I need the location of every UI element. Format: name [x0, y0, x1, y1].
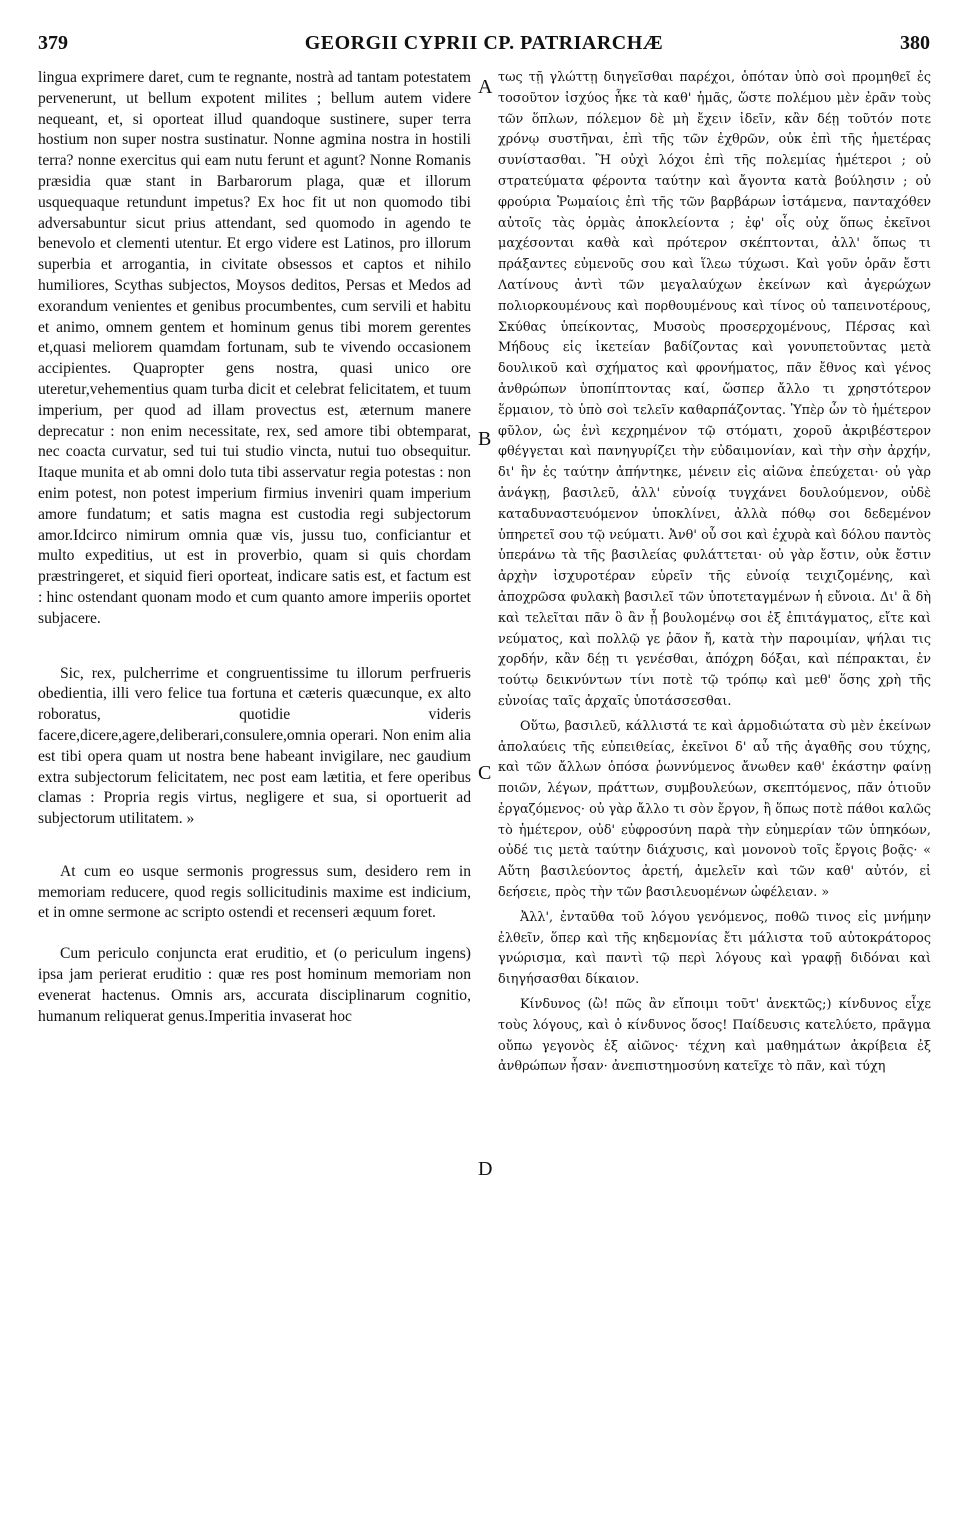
section-marker-b: B — [478, 428, 492, 450]
section-marker-a: A — [478, 76, 493, 98]
greek-paragraph-3: Ἀλλ', ἐνταῦθα τοῦ λόγου γενόμενος, ποθῶ τινος εἰς μνήμην ἐλθεῖν, ὅπερ καὶ τῆς κηδεμονίας ἔτι μάλιστα τοῦ αὐτοκράτορος γνώρισμα, καὶ παντὶ τῷ περὶ λόγους καὶ γραφῇ διδόναι καὶ διηγήσασθαι δίκαιον. — [498, 909, 931, 988]
greek-paragraph-4: Κίνδυνος (ὢ! πῶς ἂν εἴποιμι τοῦτ' ἀνεκτῶς;) κίνδυνος εἶχε τοὺς λόγους, καὶ ὁ κίνδυνος ὅσος! Παίδευσις κατελύετο, πρᾶγμα οὔπω γεγονὸς ἐξ αἰῶνος· τέχνη καὶ μαθημάτων ἀκρίβεια ἐξ ἀνθρώπων ἦσαν· ἀνεπιστημοσύνη κατεῖχε τὸ πᾶν, καὶ τύχη — [498, 997, 931, 1075]
running-title: GEORGII CYPRII CP. PATRIARCHÆ — [304, 32, 664, 54]
page-number-right: 380 — [900, 32, 930, 54]
latin-paragraph-1: lingua exprimere daret, cum te regnante, nostrà ad tantam potestatem pervenerunt, ut bellum expotent milites ; bellum autem videre nequeant, et, si oporteat illud quandoque sustinere, super terra hostium non super nostra sustinatur. Nonne agmina nostra in hostili terra? nonne exercitus qui eam nutu ferunt et agunt? Nonne Romanis præsidia quæ stant in Barbarorum plaga, quæ et illorum usquequaque retundunt impetus? Ex hoc fit ut non quomodo tibi adversabuntur sicut prius attendant, sed quomodo in agendo te benevolo et clementi utentur. Et ergo videre est Latinos, pro illorum superbia et arrogantia, in civitate obsessos et captos et nihilo humiliores, Scythas subjectos, Moysos deditos, Persas et Medos ad exorandum venientes et genibus procumbentes, cum servili et habitu et animo, omnem gentem et hominum genus tibi morem gerentes et,quasi meliorem quamdam fortunam, sub te vivendo occasionem accipientes. Quapropter gens nostra, quasi unico ore uteretur,vehementius quam turba dicit et celebrat felicitatem, et tuum imperium, per quod ad illam provectus est, æternum manere deprecatur : non enim necessitate, rex, sed amore tibi obtemparat, nec coacta curvatur, sed tui tui studio vincta, nutui tuo obsequitur. Itaque munita et ab omni dolo tuta tibi asservatur regia potestas : non enim potest, non potest imperium firmius inveniri quam imperium amore fundatum; et satis magna est custodia regi subjectorum amor.Idcirco nimirum omnia quæ vis, jussu tuo, conficiantur et multo expeditius, ut est in proverbio, quam si quis chordam præstringeret, et siquid fieri oporteat, indicare satis est, et factum est : hinc ostendant quonam modo et cum quanto amore imperiis oportet subjacere. — [38, 69, 471, 627]
latin-paragraph-3: At cum eo usque sermonis progressus sum, desidero rem in memoriam reducere, quod regis sollicitudinis maxime est indicium, et in omne sermone ac scripto ostendi et recenseri æquum foret. — [38, 862, 471, 922]
greek-paragraph-2: Οὕτω, βασιλεῦ, κάλλιστά τε καὶ ἁρμοδιώτατα σὺ μὲν ἐκείνων ἀπολαύεις τῆς εὐπειθείας, ἐκεῖνοι δ' αὖ τῆς ἀγαθῆς σου τύχης, καὶ τῶν ἄλλων ὁπόσα ῥωννύμενος ἄνωθεν καθ' ἑκάστην φαίνῃ ποιῶν, λέγων, πράττων, συμβουλεύων, σκεπτόμενος, πᾶν ὁτιοῦν ἐργαζόμενος· οὐ γὰρ ἄλλο τι σὸν ἔργον, ἢ ὅπως ποτὲ πάθοι καλῶς τὸ ἡμέτερον, οὐδ' εὐφροσύνη παρὰ τὴν εὐημερίαν τῶν ὑπηκόων, οὐδέ τις μετὰ ταύτην διάχυσις, καὶ μονονοὺ τοῖς ἔργοις βοᾷς· « Αὕτη βασιλεύοντος ἀρετή, ἀμελεῖν καὶ τῶν καθ' αὐτόν, εἰ δεήσειε, πρὸς τὴν τῶν βασιλευομένων ὠφέλειαν. » — [498, 718, 931, 901]
greek-paragraph-1: τως τῇ γλώττῃ διηγεῖσθαι παρέχοι, ὁπόταν ὑπὸ σοὶ προμηθεῖ ἐς τοσοῦτον ἰσχύος ἧκε τὰ καθ' ἡμᾶς, ὥστε πολέμου μὲν ἐρᾶν τοὺς τῶν ὅπλων, πόλεμον δὲ μὴ ἔχειν ἰδεῖν, κἂν δέῃ τοῦτόν ποτε χρόνῳ συστῆναι, ἐπὶ τῆς τῶν ἐχθρῶν, οὐκ ἐπὶ τῆς ἡμετέρας συνίστασθαι. Ἢ οὐχὶ λόχοι ἐπὶ τῆς πολεμίας ἡμέτεροι ; οὐ στρατεύματα φέροντα ταύτην καὶ ἄγοντα κατὰ βούλησιν ; οὐ φρούρια Ῥωμαίοις ἐπὶ τῆς τῶν βαρβάρων ἱστάμενα, πανταχόθεν αὐτοῖς τὰς ὁρμὰς ἀποκλείοντα ; ἐφ' οἷς οὐχ ὅπως ἐκεῖνοι μαχέσονται καθὰ καὶ πρότερον σκέπτονται, ἀλλ' ὅπως τι πράξαντες εὐμενοῦς σου καὶ ἵλεω τύχωσι. Καὶ γοῦν ὁρᾶν ἔστι Λατίνους ἀντὶ τῶν μεγαλαύχων ἐκείνων καὶ ἀγερώχων πολιορκουμένους καὶ πορθουμένους καὶ τίνος οὐ ταπεινοτέρους, Σκύθας ὑπείκοντας, Μυσοὺς προσερχομένους, Πέρσας καὶ Μήδους εἰς ἱκετείαν βαδίζοντας καὶ γονυπετοῦντας μετὰ δουλικοῦ καὶ σχήματος καὶ φρονήματος, πᾶν ἔθνος καὶ γένος ἀνθρώπων ὑποπίπτοντας καί, ὥσπερ ἄλλο τι χρηστότερον ἕρμαιον, τὸ ὑπὸ σοὶ τελεῖν καθαρπάζοντας. Ὑπὲρ ὧν τὸ ἡμέτερον φῦλον, ὡς ἑνὶ κεχρημένον τῷ στόματι, χοροῦ ἀκριβέστερον φθέγγεται καὶ πανηγυρίζει τὴν εὐδαιμονίαν, καὶ τὴν σὴν ἀρχήν, δι' ἣν ἐς ταύτην ἀπήντηκε, μένειν εἰς αἰῶνα ἐπεύχεται· οὐ γὰρ ἀνάγκῃ, βασιλεῦ, ἀλλ' εὐνοίᾳ τυγχάνει δουλούμενον, οὐδὲ καταδυναστευόμενον ὑποκλίνει, ἀλλὰ πόθῳ σοι δεδεμένον ὑπηρετεῖ σου τῷ νεύματι. Ἀνθ' οὗ σοι καὶ ἐχυρὰ καὶ δόλου παντὸς ὑπεράνω τὰ τῆς βασιλείας φυλάττεται· οὐ γὰρ ἔστιν, οὐκ ἔστιν ἀρχὴν ἰσχυροτέραν εὑρεῖν τῆς εὐνοίᾳ τειχιζομένης, καὶ ἀποχρῶσα φυλακὴ βασιλεῖ τῶν ὑποτεταγμένων ἡ εὔνοια. Δι' ἃ δὴ καὶ τελεῖται πᾶν ὃ ἂν ᾖ βουλομένῳ σοι ἐξ ἐπιτάγματος, εἴτε καὶ νεύματος, καὶ πολλῷ γε ῥᾶον ἤ, κατὰ τὴν παροιμίαν, ψήλαι τις χορδήν, κἂν δέῃ τι γενέσθαι, ἀπόχρη δόξαι, καὶ πέπρακται, ἐν τούτῳ δεικνύντων τίνι ποτὲ τῷ τρόπῳ καὶ μεθ' ὅσης χρὴ τῆς εὐνοίας ταῖς ἀρχαῖς ὑποτάσσεσθαι. — [498, 70, 931, 709]
page-number-left: 379 — [38, 32, 68, 54]
section-marker-d: D — [478, 1158, 493, 1180]
section-marker-c: C — [478, 762, 492, 784]
latin-paragraph-4: Cum periculo conjuncta erat eruditio, et (o periculum ingens) ipsa jam perierat eruditio : quæ res post hominum memoriam non evenerat hactenus. Omnis ars, accurata disciplinarum cognitio, humanum reliquerat genus.Imperitia invaserat hoc — [38, 945, 471, 1025]
latin-paragraph-2: Sic, rex, pulcherrime et congruentissime tu illorum perfrueris obedientia, illi vero felice tua fortuna et cæteris quæcunque, ex alto roboratus, quotidie videris facere,dicere,agere,deliberari,consulere,omnia operari. Non enim alia est tibi opera quam ut nostra bene habeant invigilare, nec gaudium extra subjectorum felicitatem, nec post eam lætitia, et fere operibus clamas : Propria regis virtus, negligere et sua, si oportuerit ad subjectorum utilitatem. » — [38, 664, 471, 828]
latin-column — [38, 68, 471, 1027]
greek-column — [498, 68, 931, 1078]
page-header — [38, 32, 930, 62]
